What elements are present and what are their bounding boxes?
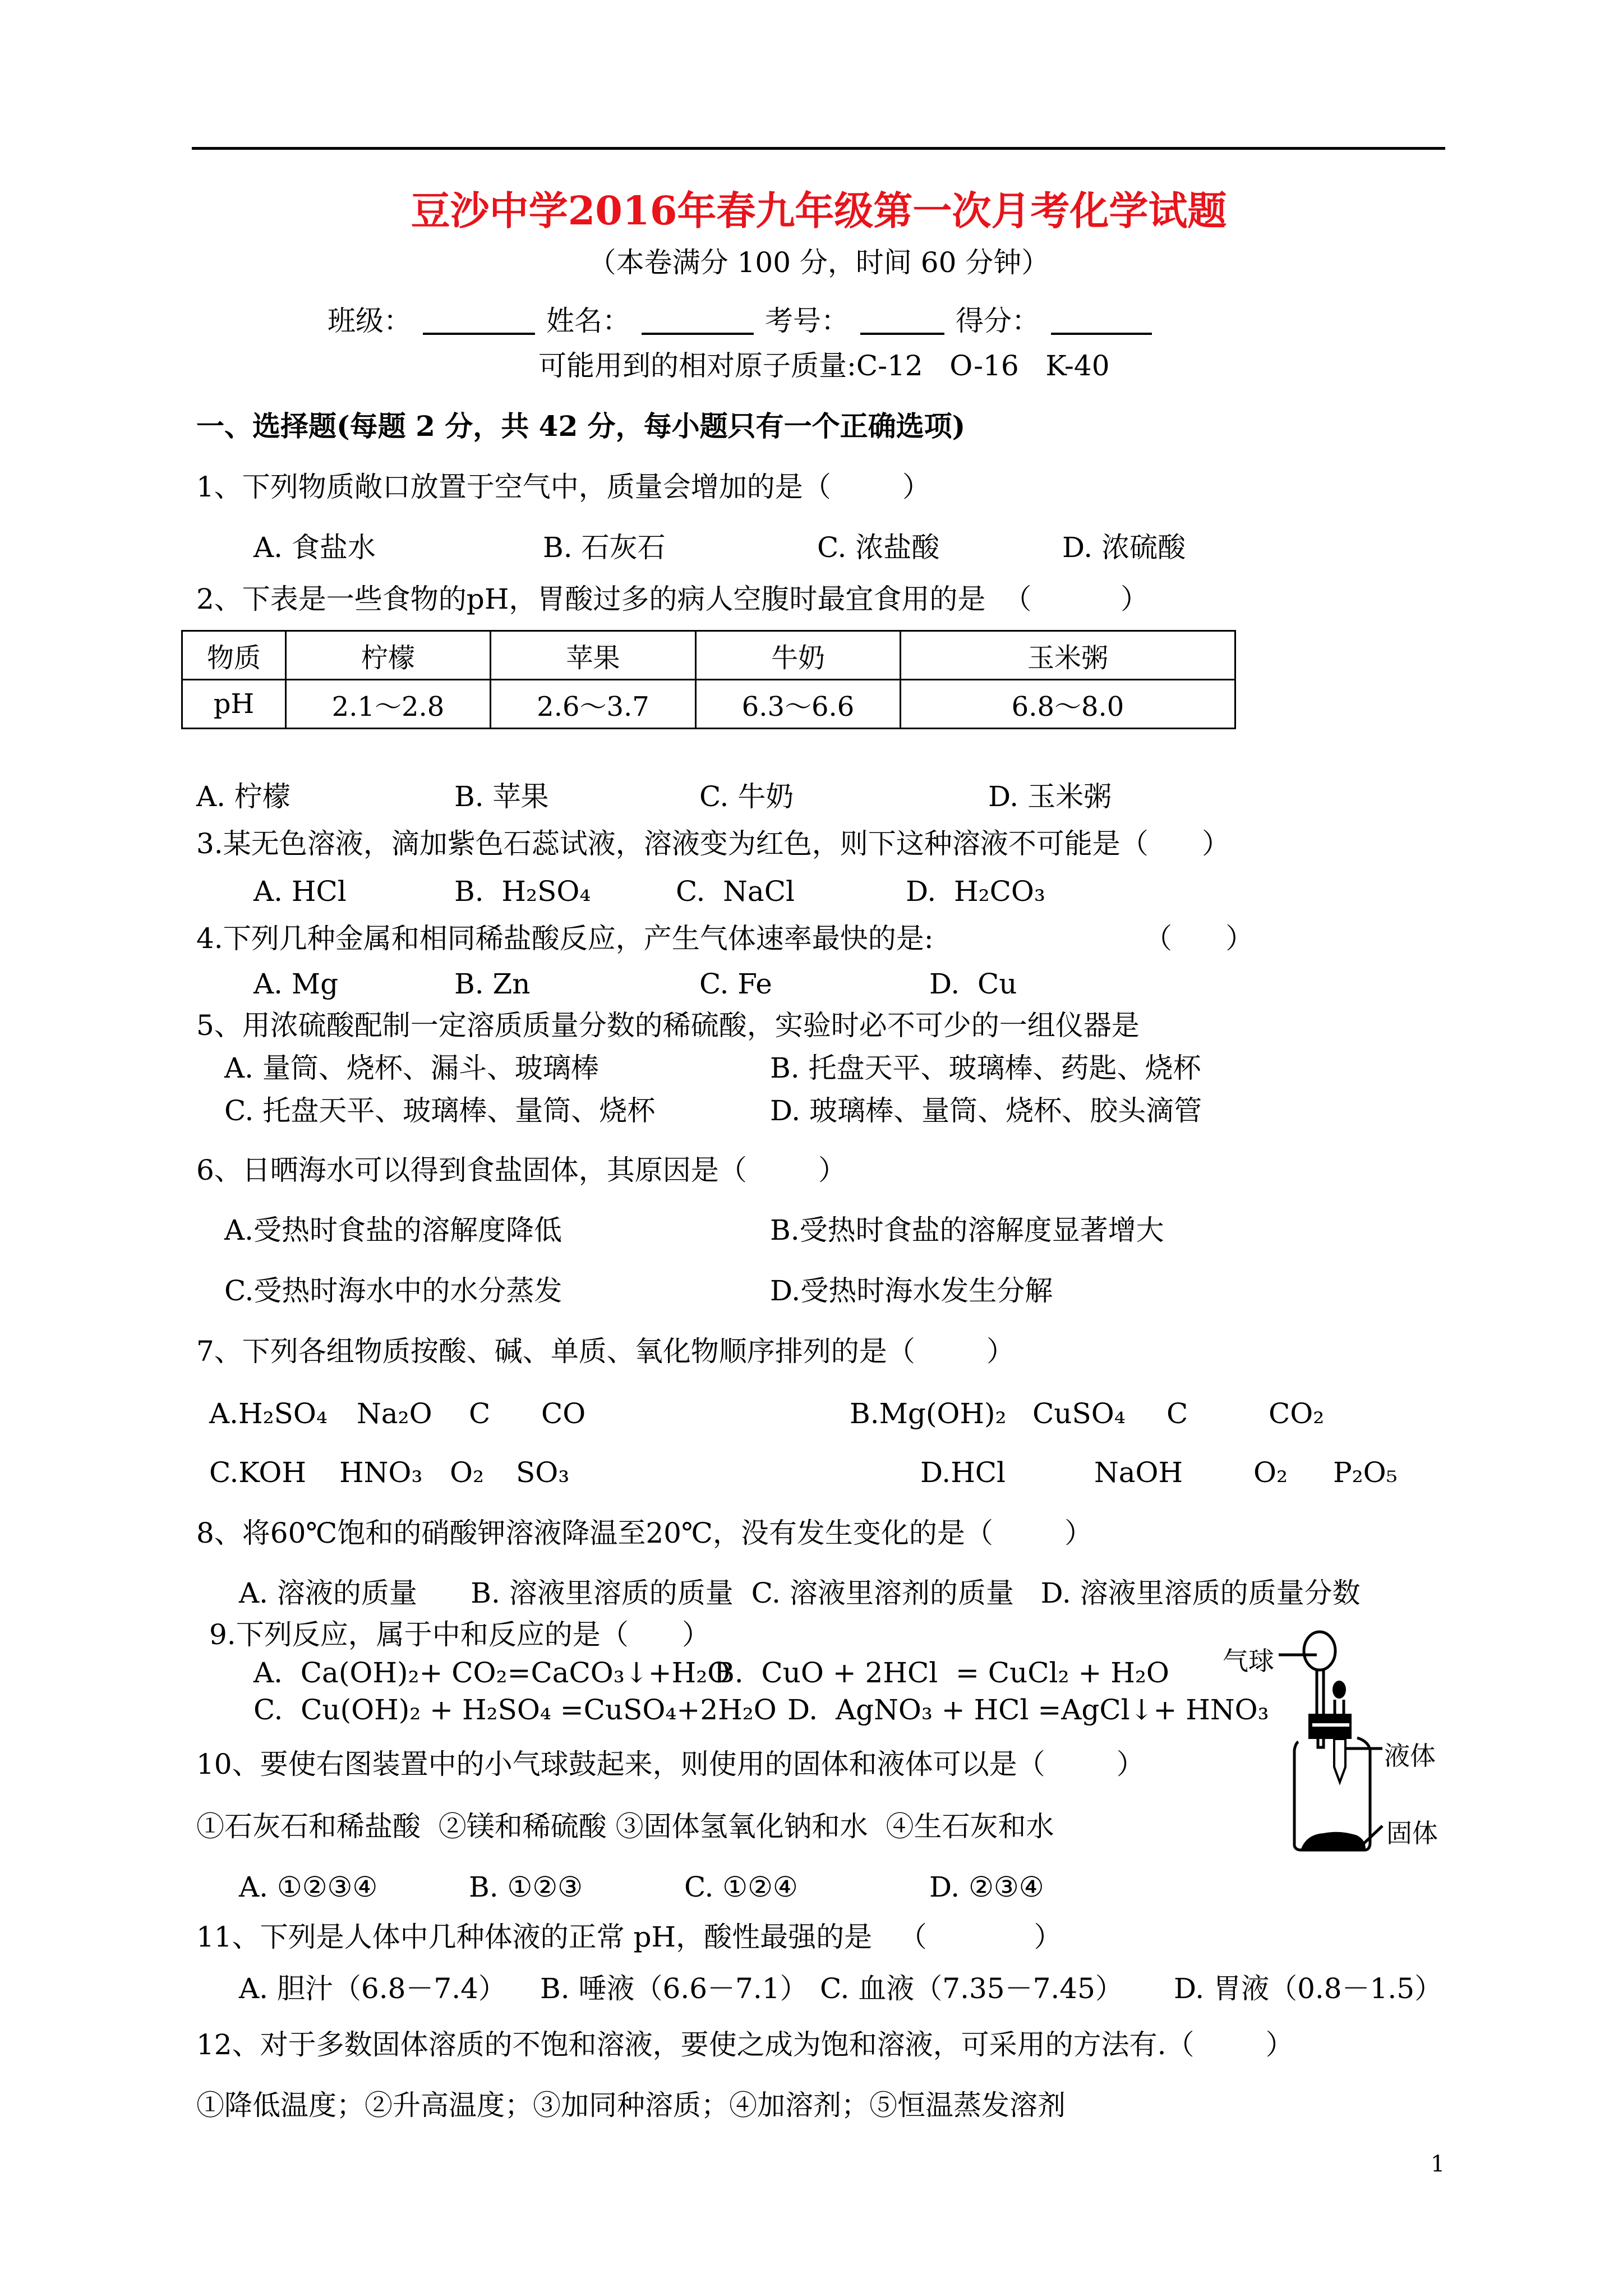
solid-label: 固体 (1386, 1818, 1438, 1848)
choice-list: ①石灰石和稀盐酸 ②镁和稀硫酸 ③固体氢氧化钠和水 ④生石灰和水 (196, 1810, 1054, 1843)
exam-no-label: 考号： (765, 305, 849, 337)
formula: P₂O₅ (1333, 1456, 1398, 1489)
page-title: 豆沙中学2016年春九年级第一次月考化学试题 (411, 187, 1227, 234)
option: B.受热时食盐的溶解度显著增大 (770, 1214, 1164, 1246)
option: C. NaCl (676, 875, 795, 908)
exam-no-field[interactable] (860, 307, 944, 335)
option: A. 食盐水 (253, 531, 376, 564)
question-4: 4.下列几种金属和相同稀盐酸反应，产生气体速率最快的是: (196, 922, 934, 955)
formula: O₂ (450, 1456, 485, 1489)
option: B. CuO + 2HCl = CuCl₂ + H₂O (714, 1657, 1169, 1689)
table-header: 柠檬 (286, 631, 491, 680)
question-6: 6、日晒海水可以得到食盐固体，其原因是（ ） (196, 1154, 846, 1186)
option: A. ①②③④ (239, 1871, 378, 1903)
option: D. AgNO₃ + HCl =AgCl↓+ HNO₃ (787, 1694, 1269, 1726)
formula: D.HCl (920, 1456, 1006, 1489)
score-label: 得分： (956, 305, 1040, 337)
atomic-mass-note: 可能用到的相对原子质量:C-12 O-16 K-40 (538, 349, 1110, 382)
question-1: 1、下列物质敞口放置于空气中，质量会增加的是（ ） (196, 471, 930, 503)
formula: C (1166, 1397, 1188, 1430)
table-cell: 2.6～3.7 (491, 680, 696, 729)
option: C. 托盘天平、玻璃棒、量筒、烧杯 (224, 1094, 656, 1127)
option: C. Cu(OH)₂ + H₂SO₄ =CuSO₄+2H₂O (253, 1694, 777, 1726)
option: A. Ca(OH)₂+ CO₂=CaCO₃↓+H₂O (253, 1657, 731, 1689)
option: B. Zn (454, 968, 531, 1000)
formula: A.H₂SO₄ (209, 1397, 328, 1430)
choice-list: ①降低温度；②升高温度；③加同种溶质；④加溶剂；⑤恒温蒸发溶剂 (196, 2089, 1066, 2122)
option: C. 血液（7.35－7.45） (820, 1972, 1123, 2005)
answer-paren: （ ） (1144, 922, 1254, 955)
table-header: 牛奶 (696, 631, 901, 680)
option: B. 石灰石 (543, 531, 666, 564)
formula: HNO₃ (339, 1456, 423, 1489)
question-3: 3.某无色溶液，滴加紫色石蕊试液，溶液变为红色，则下这种溶液不可能是（ ） (196, 827, 1230, 860)
ph-table (181, 630, 1236, 729)
option: B. ①②③ (469, 1871, 583, 1903)
option: A. 柠檬 (196, 780, 291, 813)
header-rule (192, 147, 1445, 150)
option: C.受热时海水中的水分蒸发 (224, 1274, 562, 1307)
option: C. 牛奶 (699, 780, 794, 813)
option: D. Cu (929, 968, 1017, 1000)
class-field[interactable] (423, 307, 535, 335)
score-field[interactable] (1051, 307, 1152, 335)
formula: B.Mg(OH)₂ (850, 1397, 1007, 1430)
option: D.受热时海水发生分解 (770, 1274, 1053, 1307)
subtitle: （本卷满分 100 分，时间 60 分钟） (588, 246, 1050, 279)
options-line: A. 溶液的质量 B. 溶液里溶质的质量 C. 溶液里溶剂的质量 D. 溶液里溶质的质量分数 (239, 1577, 1361, 1609)
option: A.受热时食盐的溶解度降低 (224, 1214, 562, 1246)
option: B. 托盘天平、玻璃棒、药匙、烧杯 (770, 1052, 1201, 1084)
question-5: 5、用浓硫酸配制一定溶质质量分数的稀硫酸，实验时必不可少的一组仪器是 (196, 1009, 1140, 1042)
option: A. HCl (253, 875, 347, 908)
balloon-label: 气球 (1223, 1646, 1274, 1676)
table-row (182, 631, 1235, 680)
option: C. Fe (699, 968, 772, 1000)
table-cell: 6.3～6.6 (696, 680, 901, 729)
formula: CO (541, 1397, 586, 1430)
question-9: 9.下列反应，属于中和反应的是（ ） (209, 1618, 711, 1651)
formula: CuSO₄ (1032, 1397, 1126, 1430)
section-heading: 一、选择题(每题 2 分，共 42 分，每小题只有一个正确选项) (196, 409, 966, 443)
formula: Na₂O (357, 1397, 432, 1430)
page-number: 1 (1431, 2151, 1445, 2177)
option: B. H₂SO₄ (454, 875, 591, 908)
option: D. 胃液（0.8－1.5） (1174, 1972, 1443, 2005)
option: C. ①②④ (684, 1871, 798, 1903)
option: B. 唾液（6.6－7.1） (540, 1972, 808, 2005)
formula: C (469, 1397, 491, 1430)
table-cell: pH (182, 680, 286, 729)
table-cell: 2.1～2.8 (286, 680, 491, 729)
option: D. ②③④ (929, 1871, 1044, 1903)
question-12: 12、对于多数固体溶质的不饱和溶液，要使之成为饱和溶液，可采用的方法有.（ ） (196, 2028, 1294, 2061)
balloon-apparatus-figure (1206, 1616, 1469, 1885)
question-11: 11、下列是人体中几种体液的正常 pH，酸性最强的是 （ ） (196, 1921, 1062, 1953)
formula: C.KOH (209, 1456, 306, 1489)
option: A. 量筒、烧杯、漏斗、玻璃棒 (224, 1052, 599, 1084)
liquid-label: 液体 (1384, 1741, 1436, 1771)
formula: NaOH (1094, 1456, 1183, 1489)
option: B. 苹果 (454, 780, 549, 813)
table-cell: 6.8～8.0 (901, 680, 1235, 729)
table-header: 玉米粥 (901, 631, 1235, 680)
question-2: 2、下表是一些食物的pH，胃酸过多的病人空腹时最宜食用的是 （ ） (196, 583, 1149, 615)
student-info (328, 279, 1163, 335)
option: D. 浓硫酸 (1062, 531, 1186, 564)
table-header: 物质 (182, 631, 286, 680)
formula: O₂ (1253, 1456, 1288, 1489)
name-field[interactable] (642, 307, 754, 335)
option: C. 浓盐酸 (817, 531, 940, 564)
formula: CO₂ (1269, 1397, 1325, 1430)
option: D. 玻璃棒、量筒、烧杯、胶头滴管 (770, 1094, 1202, 1127)
question-8: 8、将60℃饱和的硝酸钾溶液降温至20℃，没有发生变化的是（ ） (196, 1517, 1093, 1549)
option: A. 胆汁（6.8－7.4） (239, 1972, 506, 2005)
question-7: 7、下列各组物质按酸、碱、单质、氧化物顺序排列的是（ ） (196, 1335, 1015, 1368)
table-header: 苹果 (491, 631, 696, 680)
option: D. H₂CO₃ (906, 875, 1045, 908)
class-label: 班级： (328, 305, 412, 337)
name-label: 姓名： (546, 305, 630, 337)
option: A. Mg (253, 968, 339, 1000)
option: D. 玉米粥 (988, 780, 1112, 813)
table-row (182, 680, 1235, 729)
question-10: 10、要使右图装置中的小气球鼓起来，则使用的固体和液体可以是（ ） (196, 1748, 1145, 1780)
formula: SO₃ (516, 1456, 570, 1489)
